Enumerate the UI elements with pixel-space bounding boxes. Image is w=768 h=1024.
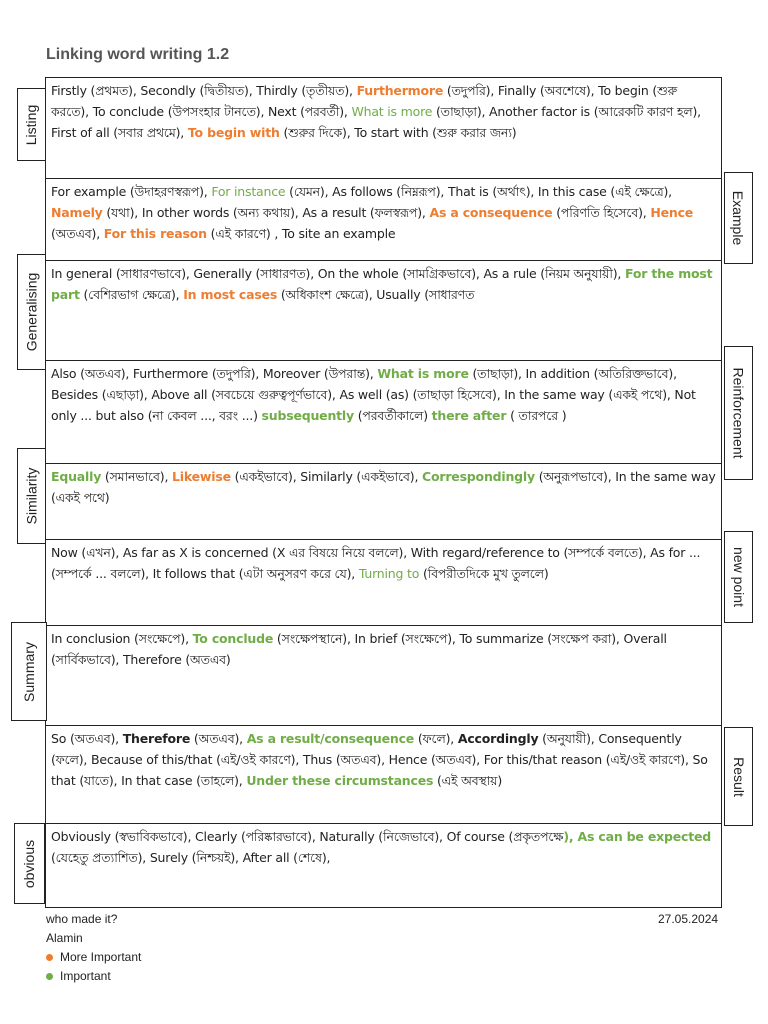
body-text: (অতএব), (51, 226, 104, 241)
body-text: (বেশিরভাগ ক্ষেত্রে), (79, 287, 184, 302)
highlighted-term: As a consequence (429, 205, 553, 220)
body-text: (যথা), In other words (অন্য কথায়), As a result (ফলস্বরূপ), (102, 205, 430, 220)
tab-result: Result (724, 727, 753, 826)
highlighted-term: subsequently (261, 408, 354, 423)
section-reinforcement (45, 361, 722, 464)
body-text: (এই অবস্থায়) (433, 773, 502, 788)
highlighted-term: In most cases (183, 287, 278, 302)
body-text: (অনুযায়ী), Consequently (ফলে), Because of this/that (এই/ওই কারণে), Thus (অতএব), Hence (অতএব), For this/that reason (এই/ওই কারণে), So that (যাতে), In that case (তাহলে), (51, 731, 708, 788)
highlighted-term: For the most part (51, 266, 713, 302)
tab-example: Example (724, 172, 753, 264)
section-listing (45, 77, 722, 179)
highlighted-term: Likewise (172, 469, 231, 484)
body-text: (সমানভাবে), (101, 469, 173, 484)
section-result (45, 726, 722, 824)
body-text: (পরিণতি হিসেবে), (552, 205, 651, 220)
legend-item-more-important: More Important (46, 950, 141, 964)
body-text: (সংক্ষেপস্থানে), In brief (সংক্ষেপে), To summarize (সংক্ষেপ করা), Overall (সার্বিকভাবে), Therefore (অতএব) (51, 631, 667, 667)
legend-item-important: Important (46, 969, 111, 983)
highlighted-term: What is more (351, 104, 433, 119)
highlighted-term: To conclude (192, 631, 274, 646)
section-summary (45, 626, 722, 726)
body-text: Firstly (প্রথমত), Secondly (দ্বিতীয়ত), Thirdly (তৃতীয়ত), (51, 83, 357, 98)
tab-summary: Summary (11, 622, 47, 721)
highlighted-term: As a result/consequence (246, 731, 415, 746)
body-text: So (অতএব), (51, 731, 123, 746)
section-obvious (45, 824, 722, 908)
highlighted-term: Furthermore (356, 83, 444, 98)
highlighted-term: To begin with (187, 125, 280, 140)
tab-listing: Listing (17, 88, 46, 161)
highlighted-term: Turning to (358, 566, 420, 581)
body-text: (তাছাড়া), Another factor is (আরেকটি কারণ হল), First of all (সবার প্রথমে), (51, 104, 701, 140)
highlighted-term: Namely (51, 205, 103, 220)
body-text: (অতএব), (190, 731, 247, 746)
highlighted-term: Correspondingly (422, 469, 535, 484)
body-text: (শুরুর দিকে), To start with (শুরু করার জন্য) (279, 125, 517, 140)
body-text: (বিপরীতদিকে মুখ তুললে) (419, 566, 549, 581)
body-text: (তাছাড়া), In addition (অতিরিক্তভাবে), Besides (এছাড়া), Above all (সবচেয়ে গুরুত্বপূর্ণভাবে), As well (as) (তাছাড়া হিসেবে), In the same way (একই পথে), Not only ... but also (না কেবল ..., বরং ...) (51, 366, 696, 423)
body-text: (যেহেতু প্রত্যাশিত), Surely (নিশ্চয়ই), After all (শেষে), (51, 850, 331, 865)
section-new-point (45, 540, 722, 626)
tab-similarity: Similarity (17, 448, 46, 544)
body-text: (এই কারণে) , To site an example (206, 226, 396, 241)
highlighted-term: Accordingly (457, 731, 539, 746)
highlighted-term: ), As can be expected (563, 829, 712, 844)
footer-date: 27.05.2024 (658, 912, 719, 926)
highlighted-term: For this reason (103, 226, 207, 241)
highlighted-term: Under these circumstances (246, 773, 434, 788)
body-text: In general (সাধারণভাবে), Generally (সাধারণত), On the whole (সামগ্রিকভাবে), As a rule (নিয়ম অনুযায়ী), (51, 266, 625, 281)
body-text: (যেমন), As follows (নিম্নরূপ), That is (অর্থাৎ), In this case (এই ক্ষেত্রে), (285, 184, 672, 199)
section-example (45, 179, 722, 261)
body-text: ( তারপরে ) (506, 408, 567, 423)
highlighted-term: What is more (377, 366, 469, 381)
page-title: Linking word writing 1.2 (46, 46, 230, 63)
footer-author: Alamin (46, 931, 83, 945)
section-similarity (45, 464, 722, 540)
highlighted-term: For instance (211, 184, 286, 199)
body-text: (একইভাবে), Similarly (একইভাবে), (230, 469, 422, 484)
tab-generalising: Generalising (17, 254, 46, 370)
green-dot-icon (46, 973, 53, 980)
body-text: (পরবর্তীকালে) (353, 408, 432, 423)
body-text: Also (অতএব), Furthermore (তদুপরি), Moreover (উপরান্ত), (51, 366, 378, 381)
body-text: In conclusion (সংক্ষেপে), (51, 631, 193, 646)
body-text: (তদুপরি), Finally (অবশেষে), To begin (শুরু করতে), To conclude (উপসংহার টানতে), Next (পরবর্তী), (51, 83, 678, 119)
body-text: (অধিকাংশ ক্ষেত্রে), Usually (সাধারণত (277, 287, 475, 302)
highlighted-term: Equally (51, 469, 102, 484)
body-text: Obviously (স্বভাবিকভাবে), Clearly (পরিষ্কারভাবে), Naturally (নিজেভাবে), Of course (প্রকৃতপক্ষে (51, 829, 564, 844)
body-text: (ফলে), (414, 731, 458, 746)
tab-obvious: obvious (14, 823, 45, 904)
tab-new-point: new point (724, 531, 753, 623)
footer-question: who made it? (46, 912, 118, 926)
highlighted-term: Hence (650, 205, 694, 220)
highlighted-term: Therefore (122, 731, 191, 746)
highlighted-term: there after (431, 408, 507, 423)
orange-dot-icon (46, 954, 53, 961)
body-text: For example (উদাহরণস্বরূপ), (51, 184, 212, 199)
tab-reinforcement: Reinforcement (724, 346, 753, 480)
body-text: Now (এখন), As far as X is concerned (X এর বিষয়ে নিয়ে বললে), With regard/reference to (সম্পর্কে বলতে), As for ... (সম্পর্কে ... বললে), It follows that (এটা অনুসরণ করে যে), (51, 545, 701, 581)
section-generalising (45, 261, 722, 361)
body-text: (অনুরূপভাবে), In the same way (একই পথে) (51, 469, 716, 505)
